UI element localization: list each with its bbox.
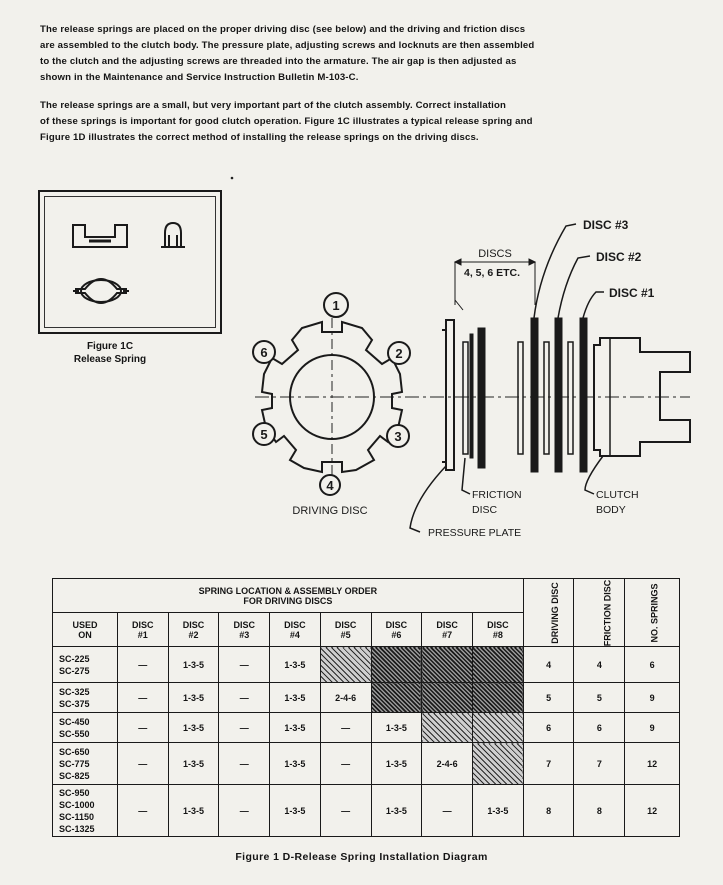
disc-cell: — [117,743,168,785]
disc-2-header: DISC #2 [168,613,219,647]
paragraph-line: Figure 1D illustrates the correct method of installing the release springs on the driving discs. [40,132,479,143]
used-on-cell: SC-950 SC-1000 SC-1150 SC-1325 [53,785,118,837]
disc-2-label: DISC #2 [596,250,642,264]
disc-position-1 [324,293,348,317]
disc-number-label: 2 [395,346,403,361]
driving-disc-count: 4 [523,647,574,683]
disc-3-plate [531,318,538,472]
disc-cell-unused [371,647,422,683]
disc-cell: — [422,785,473,837]
springs-count: 9 [625,713,680,743]
friction-disc-count: 6 [574,713,625,743]
springs-count: 9 [625,683,680,713]
driving-disc-count: 8 [523,785,574,837]
figure-1c-title: Figure 1C [86,341,134,352]
paragraph-line: The release springs are placed on the proper driving disc (see below) and the driving and friction discs [40,24,526,35]
disc-cell: — [320,713,371,743]
paragraph-line: The release springs are a small, but very important part of the clutch assembly. Correct installation [40,100,507,111]
disc-cell-unused [320,647,371,683]
disc-cell: — [117,785,168,837]
disc-cell: 1-3-5 [168,647,219,683]
disc-2-plate [555,318,562,472]
disc-cell: 1-3-5 [371,785,422,837]
table-row [53,683,680,713]
disc-cell: 1-3-5 [168,743,219,785]
disc-cell: — [320,743,371,785]
used-on-header: USED ON [53,613,118,647]
figure-1c-subtitle: Release Spring [73,354,147,365]
spring-location-table [52,578,680,837]
disc-cell-unused [472,683,523,713]
pressure-plate-label: PRESSURE PLATE [428,527,522,539]
driving-disc-label: DRIVING DISC [292,505,368,517]
disc-number-label: 6 [260,345,268,360]
disc-cell-unused [422,713,473,743]
disc-position-2 [388,342,410,364]
disc-cell: 1-3-5 [168,683,219,713]
table-title-line2: FOR DRIVING DISCS [243,595,333,606]
paragraph-line: of these springs is important for good clutch operation. Figure 1C illustrates a typical release spring and [40,116,533,127]
disc-number-label: 4 [326,478,334,493]
disc-1-label: DISC #1 [609,286,655,300]
table-row [53,785,680,837]
disc-cell: 2-4-6 [422,743,473,785]
disc-cell: 1-3-5 [270,647,321,683]
friction-disc-header: FRICTION DISC [574,579,625,647]
clutch-body-label: CLUTCH [596,489,639,501]
pressure-plate-leader [410,466,446,532]
pressure-plate [446,320,454,470]
disc-cell: — [219,743,270,785]
disc-cell-unused [371,683,422,713]
disc-cell-unused [422,647,473,683]
driving-disc-header: DRIVING DISC [523,579,574,647]
disc-cell: 1-3-5 [270,713,321,743]
disc-2-leader [558,256,590,318]
disc-1-leader [583,292,604,318]
driving-disc-count: 6 [523,713,574,743]
no-springs-header: NO. SPRINGS [625,579,680,647]
disc-cell: 1-3-5 [371,743,422,785]
friction-disc-count: 8 [574,785,625,837]
disc-number-label: 3 [394,429,402,444]
figure-caption: Figure 1 D-Release Spring Installation Diagram [235,851,488,863]
disc-5-header: DISC #5 [320,613,371,647]
disc-8-header: DISC #8 [472,613,523,647]
disc-cell: — [117,713,168,743]
friction-disc-count: 7 [574,743,625,785]
disc-cell: 1-3-5 [168,785,219,837]
driving-disc-count: 5 [523,683,574,713]
clutch-stack [442,318,690,472]
disc-3-leader [534,224,576,318]
friction-disc-count: 4 [574,647,625,683]
table-title-line1: SPRING LOCATION & ASSEMBLY ORDER [198,585,378,596]
disc-6-header: DISC #6 [371,613,422,647]
table-row [53,743,680,785]
disc-cell: 1-3-5 [168,713,219,743]
disc-cell: 2-4-6 [320,683,371,713]
disc-position-5 [253,423,275,445]
disc-cell: 1-3-5 [270,743,321,785]
disc-cell-unused [472,647,523,683]
discs-label: DISCS [478,248,512,260]
table-title [53,579,524,613]
table-row [53,647,680,683]
friction-disc-count: 5 [574,683,625,713]
springs-count: 12 [625,785,680,837]
friction-disc-leader [462,458,470,494]
paragraph-line: are assembled to the clutch body. The pressure plate, adjusting screws and locknuts are then assembled [40,40,535,51]
disc-1-plate [580,318,587,472]
used-on-cell: SC-325 SC-375 [53,683,118,713]
disc-3-header: DISC #3 [219,613,270,647]
disc-cell: — [219,647,270,683]
disc-1-header: DISC #1 [117,613,168,647]
discs-range-label: 4, 5, 6 ETC. [463,267,521,279]
friction-disc-label-2: DISC [472,504,498,516]
disc-cell: — [117,683,168,713]
disc-7-header: DISC #7 [422,613,473,647]
friction-disc-label: FRICTION [472,489,522,501]
disc-number-label: 5 [260,427,268,442]
disc-number-label: 1 [332,298,340,313]
disc-cell-unused [472,713,523,743]
used-on-cell: SC-450 SC-550 [53,713,118,743]
table-row [53,713,680,743]
paragraph-line: shown in the Maintenance and Service Instruction Bulletin M-103-C. [40,72,359,83]
clutch-body-label-2: BODY [596,504,626,516]
driving-disc-count: 7 [523,743,574,785]
disc-cell: 1-3-5 [270,683,321,713]
disc-4-header: DISC #4 [270,613,321,647]
used-on-cell: SC-225 SC-275 [53,647,118,683]
disc-cell-unused [472,743,523,785]
springs-count: 12 [625,743,680,785]
springs-count: 6 [625,647,680,683]
disc-cell: 1-3-5 [472,785,523,837]
disc-cell: 1-3-5 [270,785,321,837]
paragraph-line: to the clutch and the adjusting screws are threaded into the armature. The air gap is then adjusted as [40,56,517,67]
disc-position-3 [387,425,409,447]
disc-cell-unused [422,683,473,713]
disc-cell: — [219,683,270,713]
disc-position-6 [253,341,275,363]
disc-cell: 1-3-5 [371,713,422,743]
disc-3-label: DISC #3 [583,218,629,232]
disc-position-4 [320,475,340,495]
disc-cell: — [219,713,270,743]
disc-cell: — [320,785,371,837]
used-on-cell: SC-650 SC-775 SC-825 [53,743,118,785]
disc-cell: — [219,785,270,837]
disc-cell: — [117,647,168,683]
